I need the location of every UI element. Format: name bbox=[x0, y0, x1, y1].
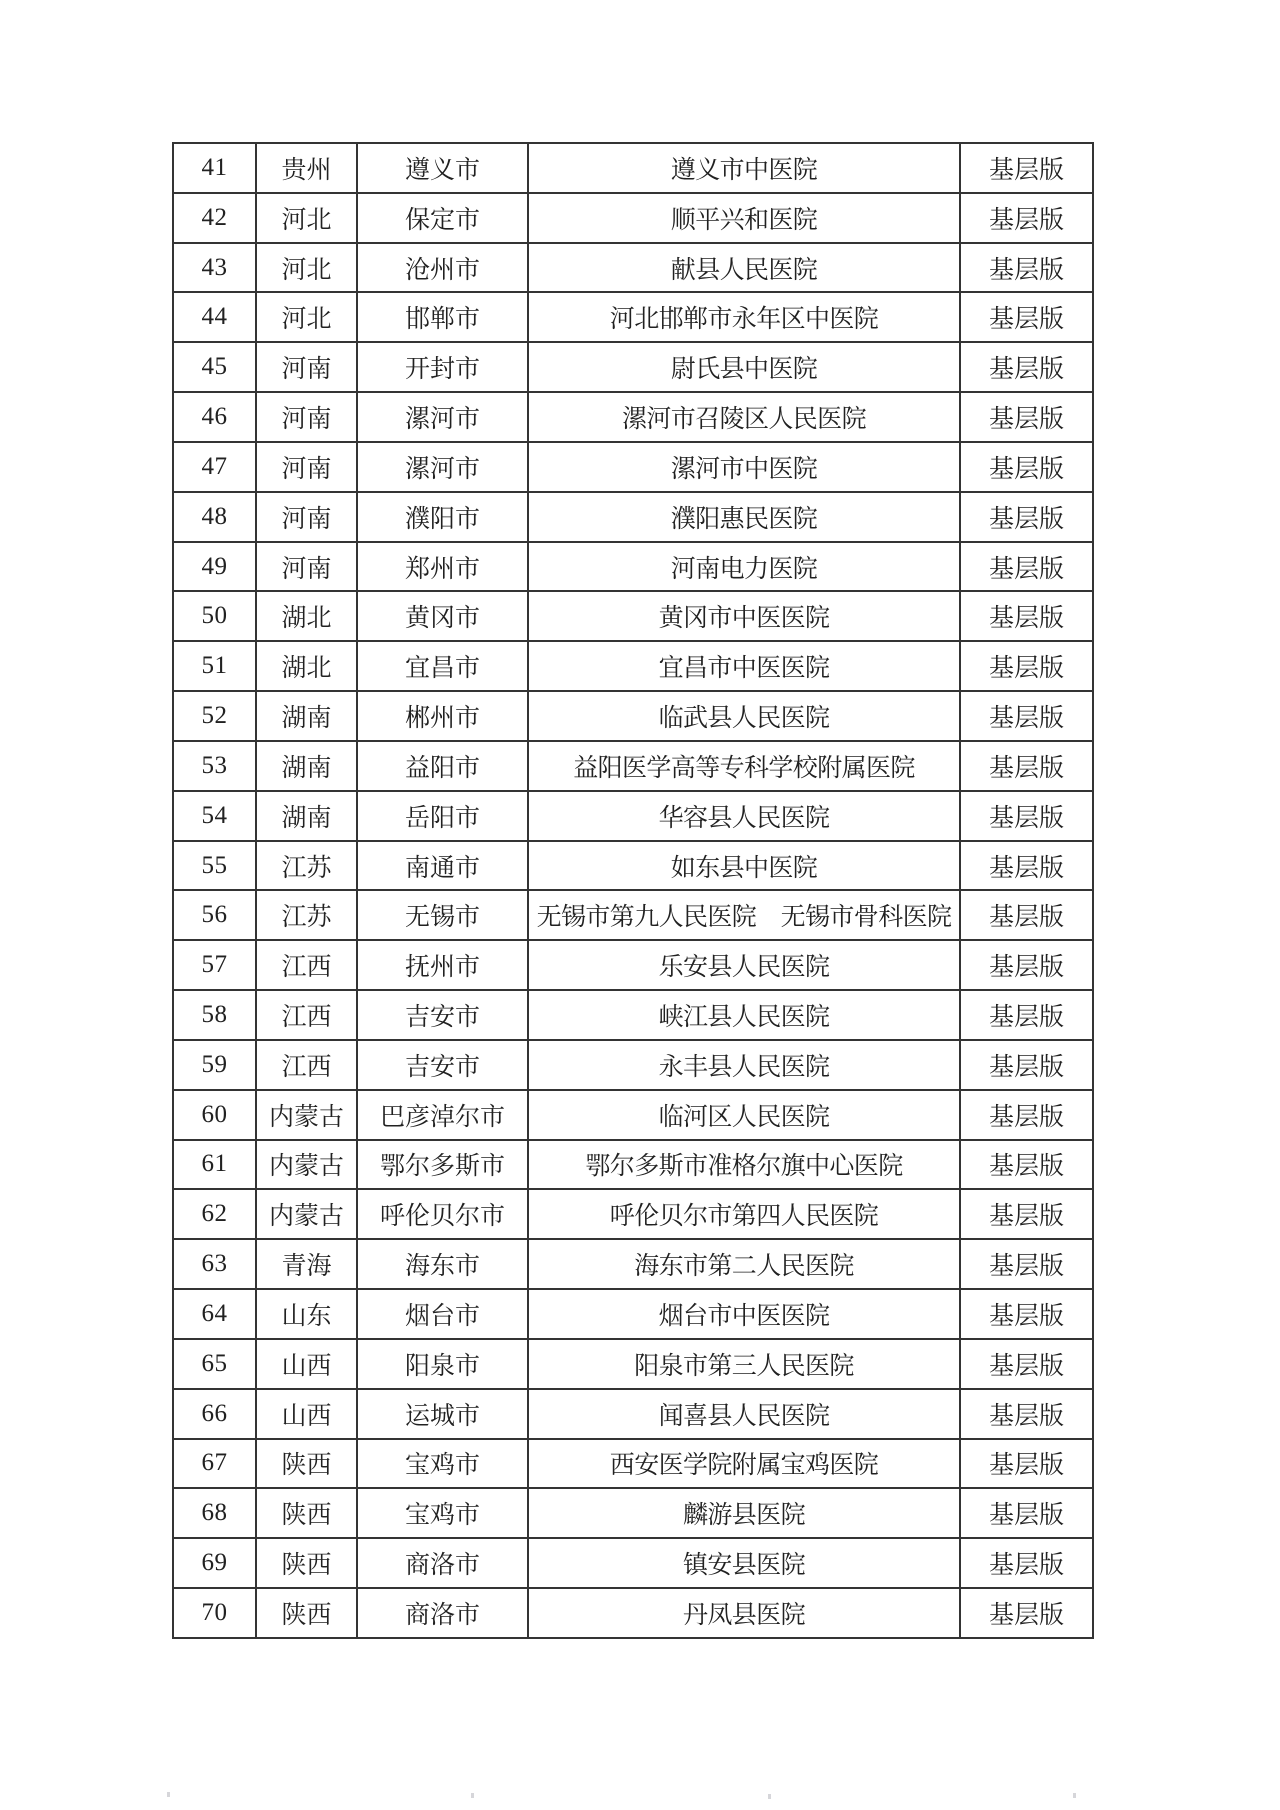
cell-city: 漯河市 bbox=[357, 442, 528, 492]
cell-hospital: 遵义市中医院 bbox=[528, 143, 960, 193]
cell-edition: 基层版 bbox=[960, 591, 1093, 641]
scan-speck bbox=[1073, 1793, 1076, 1798]
cell-no: 58 bbox=[173, 990, 256, 1040]
cell-city: 无锡市 bbox=[357, 890, 528, 940]
cell-edition: 基层版 bbox=[960, 1339, 1093, 1389]
cell-no: 69 bbox=[173, 1538, 256, 1588]
table-row bbox=[173, 1090, 1093, 1140]
table-row bbox=[173, 442, 1093, 492]
table-row bbox=[173, 542, 1093, 592]
cell-province: 山西 bbox=[256, 1389, 357, 1439]
table-row bbox=[173, 1389, 1093, 1439]
cell-edition: 基层版 bbox=[960, 1488, 1093, 1538]
cell-edition: 基层版 bbox=[960, 641, 1093, 691]
cell-city: 商洛市 bbox=[357, 1588, 528, 1638]
cell-city: 益阳市 bbox=[357, 741, 528, 791]
cell-edition: 基层版 bbox=[960, 342, 1093, 392]
cell-no: 54 bbox=[173, 791, 256, 841]
cell-edition: 基层版 bbox=[960, 442, 1093, 492]
cell-edition: 基层版 bbox=[960, 243, 1093, 293]
cell-province: 河南 bbox=[256, 542, 357, 592]
cell-no: 43 bbox=[173, 243, 256, 293]
table-row bbox=[173, 1439, 1093, 1489]
cell-hospital: 呼伦贝尔市第四人民医院 bbox=[528, 1189, 960, 1239]
table-row bbox=[173, 1538, 1093, 1588]
cell-hospital: 丹凤县医院 bbox=[528, 1588, 960, 1638]
table-row bbox=[173, 1488, 1093, 1538]
cell-edition: 基层版 bbox=[960, 1189, 1093, 1239]
cell-city: 遵义市 bbox=[357, 143, 528, 193]
cell-edition: 基层版 bbox=[960, 542, 1093, 592]
cell-edition: 基层版 bbox=[960, 990, 1093, 1040]
cell-hospital: 西安医学院附属宝鸡医院 bbox=[528, 1439, 960, 1489]
cell-hospital: 献县人民医院 bbox=[528, 243, 960, 293]
cell-edition: 基层版 bbox=[960, 841, 1093, 891]
cell-hospital: 尉氏县中医院 bbox=[528, 342, 960, 392]
cell-edition: 基层版 bbox=[960, 940, 1093, 990]
cell-province: 江西 bbox=[256, 940, 357, 990]
cell-no: 60 bbox=[173, 1090, 256, 1140]
cell-no: 62 bbox=[173, 1189, 256, 1239]
cell-no: 53 bbox=[173, 741, 256, 791]
cell-no: 59 bbox=[173, 1040, 256, 1090]
cell-city: 宝鸡市 bbox=[357, 1488, 528, 1538]
cell-no: 47 bbox=[173, 442, 256, 492]
cell-city: 南通市 bbox=[357, 841, 528, 891]
cell-edition: 基层版 bbox=[960, 392, 1093, 442]
cell-no: 64 bbox=[173, 1289, 256, 1339]
cell-province: 贵州 bbox=[256, 143, 357, 193]
cell-city: 鄂尔多斯市 bbox=[357, 1140, 528, 1190]
table-row bbox=[173, 193, 1093, 243]
cell-hospital: 峡江县人民医院 bbox=[528, 990, 960, 1040]
cell-edition: 基层版 bbox=[960, 292, 1093, 342]
table-row bbox=[173, 791, 1093, 841]
table-row bbox=[173, 1588, 1093, 1638]
table-row bbox=[173, 990, 1093, 1040]
cell-province: 内蒙古 bbox=[256, 1189, 357, 1239]
table-row bbox=[173, 641, 1093, 691]
cell-province: 河南 bbox=[256, 392, 357, 442]
cell-province: 河南 bbox=[256, 342, 357, 392]
cell-hospital: 烟台市中医医院 bbox=[528, 1289, 960, 1339]
hospital-roster-table bbox=[172, 142, 1094, 1639]
cell-province: 陕西 bbox=[256, 1588, 357, 1638]
cell-province: 陕西 bbox=[256, 1439, 357, 1489]
table-row bbox=[173, 1339, 1093, 1389]
scan-speck bbox=[167, 1792, 170, 1797]
cell-edition: 基层版 bbox=[960, 1090, 1093, 1140]
cell-city: 濮阳市 bbox=[357, 492, 528, 542]
cell-no: 45 bbox=[173, 342, 256, 392]
cell-no: 65 bbox=[173, 1339, 256, 1389]
cell-province: 河北 bbox=[256, 193, 357, 243]
cell-city: 阳泉市 bbox=[357, 1339, 528, 1389]
cell-no: 70 bbox=[173, 1588, 256, 1638]
cell-edition: 基层版 bbox=[960, 1289, 1093, 1339]
cell-no: 46 bbox=[173, 392, 256, 442]
cell-province: 湖南 bbox=[256, 691, 357, 741]
cell-no: 68 bbox=[173, 1488, 256, 1538]
cell-edition: 基层版 bbox=[960, 791, 1093, 841]
cell-province: 河北 bbox=[256, 243, 357, 293]
cell-no: 57 bbox=[173, 940, 256, 990]
cell-city: 吉安市 bbox=[357, 990, 528, 1040]
cell-no: 52 bbox=[173, 691, 256, 741]
cell-city: 漯河市 bbox=[357, 392, 528, 442]
cell-province: 陕西 bbox=[256, 1488, 357, 1538]
cell-hospital: 漯河市中医院 bbox=[528, 442, 960, 492]
cell-hospital: 濮阳惠民医院 bbox=[528, 492, 960, 542]
cell-no: 61 bbox=[173, 1140, 256, 1190]
scan-speck bbox=[471, 1793, 474, 1798]
cell-city: 岳阳市 bbox=[357, 791, 528, 841]
cell-city: 沧州市 bbox=[357, 243, 528, 293]
cell-hospital: 永丰县人民医院 bbox=[528, 1040, 960, 1090]
cell-no: 66 bbox=[173, 1389, 256, 1439]
cell-no: 55 bbox=[173, 841, 256, 891]
cell-province: 湖南 bbox=[256, 791, 357, 841]
cell-city: 宜昌市 bbox=[357, 641, 528, 691]
cell-edition: 基层版 bbox=[960, 1140, 1093, 1190]
cell-province: 江苏 bbox=[256, 841, 357, 891]
cell-edition: 基层版 bbox=[960, 741, 1093, 791]
cell-city: 保定市 bbox=[357, 193, 528, 243]
table-row bbox=[173, 691, 1093, 741]
cell-city: 开封市 bbox=[357, 342, 528, 392]
table-row bbox=[173, 1239, 1093, 1289]
cell-province: 湖南 bbox=[256, 741, 357, 791]
cell-no: 48 bbox=[173, 492, 256, 542]
cell-province: 青海 bbox=[256, 1239, 357, 1289]
cell-edition: 基层版 bbox=[960, 1538, 1093, 1588]
cell-city: 呼伦贝尔市 bbox=[357, 1189, 528, 1239]
cell-hospital: 乐安县人民医院 bbox=[528, 940, 960, 990]
cell-no: 50 bbox=[173, 591, 256, 641]
cell-edition: 基层版 bbox=[960, 492, 1093, 542]
cell-edition: 基层版 bbox=[960, 143, 1093, 193]
cell-province: 湖北 bbox=[256, 641, 357, 691]
table-row bbox=[173, 1189, 1093, 1239]
cell-province: 江苏 bbox=[256, 890, 357, 940]
cell-hospital: 漯河市召陵区人民医院 bbox=[528, 392, 960, 442]
hospital-roster-table-body bbox=[173, 143, 1093, 1638]
cell-edition: 基层版 bbox=[960, 193, 1093, 243]
cell-hospital: 华容县人民医院 bbox=[528, 791, 960, 841]
cell-no: 44 bbox=[173, 292, 256, 342]
cell-hospital: 河南电力医院 bbox=[528, 542, 960, 592]
cell-city: 郴州市 bbox=[357, 691, 528, 741]
cell-city: 郑州市 bbox=[357, 542, 528, 592]
cell-edition: 基层版 bbox=[960, 1389, 1093, 1439]
cell-hospital: 麟游县医院 bbox=[528, 1488, 960, 1538]
cell-province: 山西 bbox=[256, 1339, 357, 1389]
cell-hospital: 宜昌市中医医院 bbox=[528, 641, 960, 691]
cell-edition: 基层版 bbox=[960, 1040, 1093, 1090]
table-row bbox=[173, 940, 1093, 990]
cell-hospital: 益阳医学高等专科学校附属医院 bbox=[528, 741, 960, 791]
cell-hospital: 顺平兴和医院 bbox=[528, 193, 960, 243]
cell-hospital: 海东市第二人民医院 bbox=[528, 1239, 960, 1289]
cell-province: 内蒙古 bbox=[256, 1090, 357, 1140]
table-row bbox=[173, 1040, 1093, 1090]
table-row bbox=[173, 1289, 1093, 1339]
table-row bbox=[173, 243, 1093, 293]
cell-province: 河北 bbox=[256, 292, 357, 342]
cell-city: 吉安市 bbox=[357, 1040, 528, 1090]
table-row bbox=[173, 143, 1093, 193]
cell-city: 黄冈市 bbox=[357, 591, 528, 641]
table-row bbox=[173, 741, 1093, 791]
table-row bbox=[173, 841, 1093, 891]
cell-hospital: 临武县人民医院 bbox=[528, 691, 960, 741]
cell-province: 江西 bbox=[256, 1040, 357, 1090]
cell-no: 49 bbox=[173, 542, 256, 592]
scan-speck bbox=[768, 1794, 771, 1799]
cell-hospital: 如东县中医院 bbox=[528, 841, 960, 891]
cell-province: 河南 bbox=[256, 442, 357, 492]
cell-city: 邯郸市 bbox=[357, 292, 528, 342]
cell-city: 运城市 bbox=[357, 1389, 528, 1439]
cell-hospital: 黄冈市中医医院 bbox=[528, 591, 960, 641]
cell-no: 63 bbox=[173, 1239, 256, 1289]
cell-no: 42 bbox=[173, 193, 256, 243]
table-row bbox=[173, 342, 1093, 392]
cell-province: 河南 bbox=[256, 492, 357, 542]
cell-no: 51 bbox=[173, 641, 256, 691]
cell-province: 江西 bbox=[256, 990, 357, 1040]
cell-edition: 基层版 bbox=[960, 890, 1093, 940]
table-row bbox=[173, 591, 1093, 641]
cell-hospital: 镇安县医院 bbox=[528, 1538, 960, 1588]
table-row bbox=[173, 392, 1093, 442]
cell-no: 41 bbox=[173, 143, 256, 193]
cell-no: 56 bbox=[173, 890, 256, 940]
cell-province: 陕西 bbox=[256, 1538, 357, 1588]
cell-hospital: 鄂尔多斯市准格尔旗中心医院 bbox=[528, 1140, 960, 1190]
cell-hospital: 河北邯郸市永年区中医院 bbox=[528, 292, 960, 342]
cell-hospital: 无锡市第九人民医院 无锡市骨科医院 bbox=[528, 890, 960, 940]
cell-city: 抚州市 bbox=[357, 940, 528, 990]
cell-city: 海东市 bbox=[357, 1239, 528, 1289]
table-row bbox=[173, 890, 1093, 940]
cell-province: 内蒙古 bbox=[256, 1140, 357, 1190]
cell-edition: 基层版 bbox=[960, 691, 1093, 741]
cell-hospital: 阳泉市第三人民医院 bbox=[528, 1339, 960, 1389]
cell-edition: 基层版 bbox=[960, 1439, 1093, 1489]
cell-edition: 基层版 bbox=[960, 1239, 1093, 1289]
cell-hospital: 临河区人民医院 bbox=[528, 1090, 960, 1140]
cell-city: 宝鸡市 bbox=[357, 1439, 528, 1489]
cell-city: 巴彦淖尔市 bbox=[357, 1090, 528, 1140]
cell-province: 湖北 bbox=[256, 591, 357, 641]
table-row bbox=[173, 292, 1093, 342]
cell-city: 商洛市 bbox=[357, 1538, 528, 1588]
cell-city: 烟台市 bbox=[357, 1289, 528, 1339]
table-row bbox=[173, 1140, 1093, 1190]
table-row bbox=[173, 492, 1093, 542]
cell-edition: 基层版 bbox=[960, 1588, 1093, 1638]
cell-no: 67 bbox=[173, 1439, 256, 1489]
cell-hospital: 闻喜县人民医院 bbox=[528, 1389, 960, 1439]
cell-province: 山东 bbox=[256, 1289, 357, 1339]
